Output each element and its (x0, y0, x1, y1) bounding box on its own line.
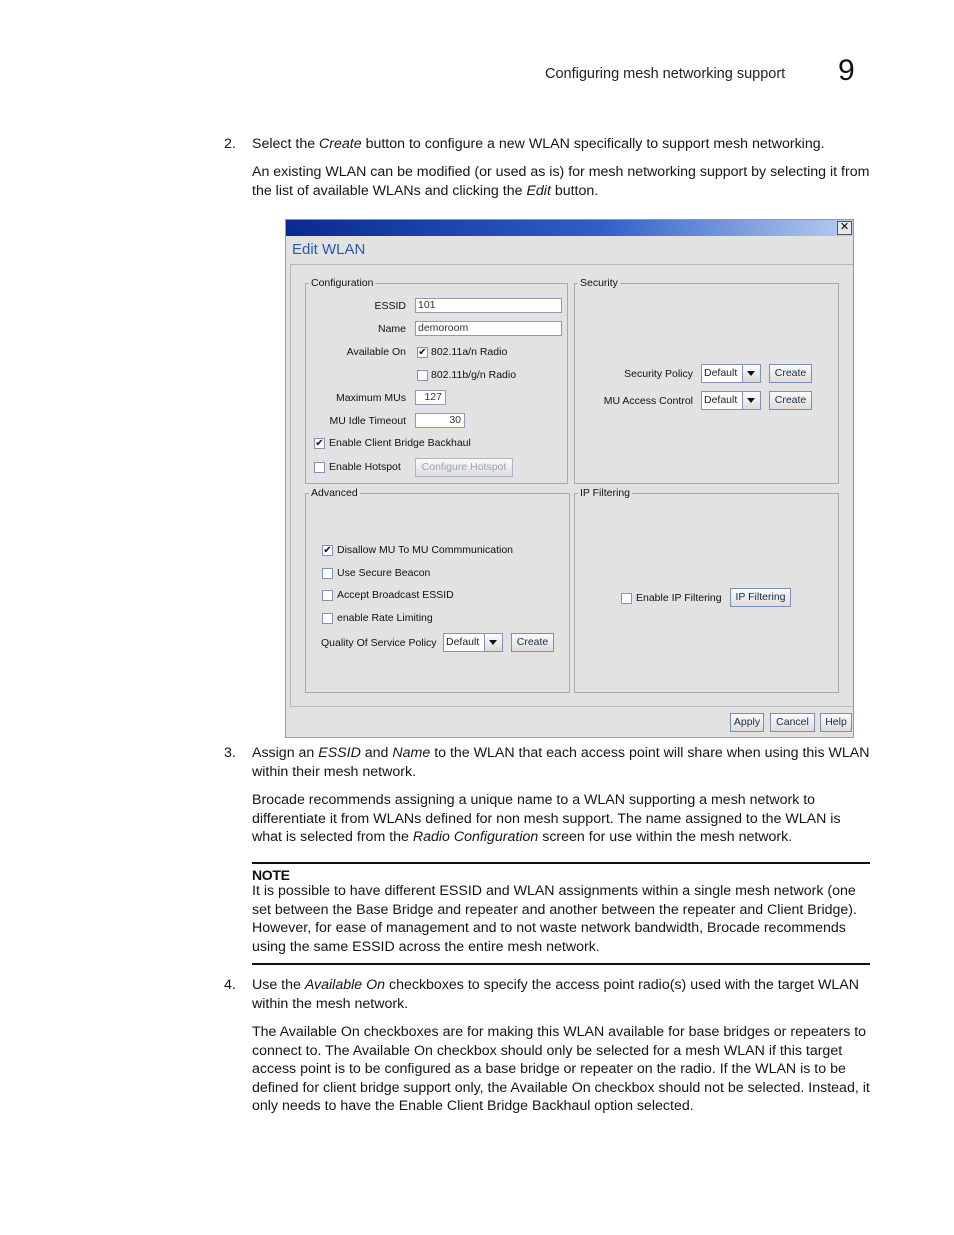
essid-field[interactable]: 101 (415, 298, 562, 313)
note-heading: NOTE (252, 867, 290, 883)
bridge-backhaul-label: Enable Client Bridge Backhaul (329, 437, 471, 449)
note-bottom-rule (252, 963, 870, 965)
mu-access-control-create-button[interactable]: Create (769, 391, 812, 410)
disallow-mu-checkbox[interactable]: ✔ (323, 545, 332, 556)
note-text: It is possible to have different ESSID and WLAN assignments within a single mesh network (one set between the Base Bridge and repeater and another between the repeater and Client Bridge). However, for ease of management and to not waste network bandwidth, Brocade recommends using the same ESSID across the entire mesh network. (252, 883, 857, 955)
secure-beacon-label: Use Secure Beacon (337, 567, 431, 579)
advanced-group-title: Advanced (311, 487, 358, 499)
step-2-detail: An existing WLAN can be modified (or used as is) for mesh networking support by selecting it from the list of available WLANs and clicking the Edit button. (252, 164, 870, 199)
running-header-title: Configuring mesh networking support (545, 66, 786, 82)
chevron-down-icon[interactable] (742, 392, 760, 409)
security-policy-label: Security Policy (624, 368, 693, 380)
chapter-number: 9 (838, 54, 855, 87)
qos-policy-value: Default (446, 636, 480, 648)
security-group (574, 283, 839, 484)
chevron-down-icon[interactable] (484, 634, 502, 651)
help-button[interactable]: Help (820, 713, 852, 732)
accept-broadcast-checkbox[interactable] (322, 590, 333, 601)
enable-ip-filtering-checkbox[interactable] (621, 593, 632, 604)
ip-filtering-button[interactable]: IP Filtering (730, 588, 791, 607)
configuration-group-title: Configuration (311, 277, 374, 289)
step-3-detail: Brocade recommends assigning a unique name to a WLAN supporting a mesh network to differentiate it from WLANs defined for non mesh support. The name assigned to the WLAN is what is selected from the Radio Configuration screen for use within the mesh network. (252, 792, 841, 846)
accept-broadcast-label: Accept Broadcast ESSID (337, 589, 454, 601)
ip-filtering-group-title: IP Filtering (580, 487, 630, 499)
step-2-text: Select the Create button to configure a new WLAN specifically to support mesh networking. (252, 136, 825, 152)
radio-bgn-checkbox[interactable] (417, 370, 428, 381)
step-2-number: 2. (224, 136, 236, 152)
dialog-title-bar (286, 220, 854, 236)
disallow-mu-label: Disallow MU To MU Commmunication (337, 544, 514, 556)
idle-timeout-label: MU Idle Timeout (329, 415, 406, 427)
name-field[interactable]: demoroom (415, 321, 562, 336)
step-3-text: Assign an ESSID and Name to the WLAN that each access point will share when using this WLAN within their mesh network. (252, 745, 870, 780)
max-mus-label: Maximum MUs (336, 392, 406, 404)
hotspot-checkbox[interactable] (314, 462, 325, 473)
apply-button[interactable]: Apply (730, 713, 764, 732)
idle-timeout-field[interactable]: 30 (415, 413, 465, 428)
name-label: Name (377, 323, 406, 335)
qos-policy-select[interactable] (443, 633, 503, 652)
cancel-button[interactable]: Cancel (770, 713, 815, 732)
step-4-text: Use the Available On checkboxes to specify the access point radio(s) used with the target WLAN within the mesh network. (252, 977, 859, 1012)
security-policy-create-button[interactable]: Create (769, 364, 812, 383)
step-4-detail: The Available On checkboxes are for making this WLAN available for base bridges or repeaters to connect to. The Available On checkbox should only be selected for a mesh WLAN if this target access point is to be configured as a base bridge or repeater on the radio. If the WLAN is to be defined for client bridge support only, the Available On checkbox should not be selected. Instead, it only needs to have the Enable Client Bridge Backhaul option selected. (252, 1024, 870, 1115)
rate-limiting-label: enable Rate Limiting (337, 612, 433, 624)
radio-bgn-label: 802.11b/g/n Radio (431, 369, 517, 381)
secure-beacon-checkbox[interactable] (322, 568, 333, 579)
mu-access-control-label: MU Access Control (603, 395, 693, 407)
configure-hotspot-button[interactable]: Configure Hotspot (415, 458, 513, 477)
chevron-down-icon[interactable] (742, 365, 760, 382)
step-3-number: 3. (224, 745, 236, 761)
edit-wlan-dialog (285, 219, 854, 738)
available-on-label: Available On (346, 346, 406, 358)
configuration-group (305, 283, 568, 484)
security-group-title: Security (580, 277, 618, 289)
close-icon[interactable]: ✕ (837, 221, 852, 235)
rate-limiting-checkbox[interactable] (322, 613, 333, 624)
enable-ip-filtering-label: Enable IP Filtering (636, 592, 722, 604)
max-mus-field[interactable]: 127 (415, 390, 446, 405)
bridge-backhaul-checkbox[interactable]: ✔ (315, 438, 324, 449)
mu-access-control-value: Default (704, 394, 738, 406)
essid-label: ESSID (374, 300, 406, 312)
security-policy-select[interactable] (701, 364, 761, 383)
hotspot-label: Enable Hotspot (329, 461, 401, 473)
step-4-number: 4. (224, 977, 236, 993)
radio-an-label: 802.11a/n Radio (431, 346, 508, 358)
note-top-rule (252, 862, 870, 864)
security-policy-value: Default (704, 367, 738, 379)
mu-access-control-select[interactable] (701, 391, 761, 410)
qos-policy-create-button[interactable]: Create (511, 633, 554, 652)
dialog-title: Edit WLAN (292, 241, 366, 258)
radio-an-checkbox[interactable]: ✔ (418, 347, 427, 358)
qos-policy-label: Quality Of Service Policy (321, 637, 437, 649)
